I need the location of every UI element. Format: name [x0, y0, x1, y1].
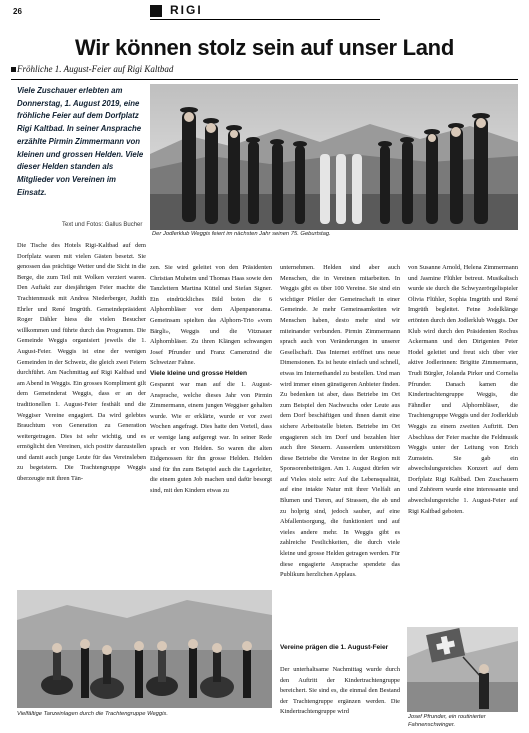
- section-marker: [150, 5, 162, 17]
- body-column-3a: unternehmen. Helden sind aber auch Menschen, die in Vereinen mitarbeiten. In Weggis gibt es über 100 Vereine. Sie sind ein wichtiger Pfeiler der Gemeinschaft in einer Gemeinde. Je mehr Gemeinsamkeiten wir Menschen haben, desto mehr sind wir miteinander verbunden. Pirmin Zimmermann sprach auch von Veränderungen in unserer Gesellschaft. Das Internet eröffnet uns neue Dimensionen. Es ist heute einfach und schnell, etwas im Internethandel zu bestellen. Und man wird immer einen günstigeren Anbieter finden. Zu bedenken ist aber, dass Betriebe im Ort zum Beispiel den Nachwuchs oder Leute aus dem Dorf beschäftigen und ihnen damit eine sichere Arbeitsstelle bieten. Betriebe im Ort engagieren sich im Dorf und bezahlen hier auch ihre Steuern. Ausserdem unterstützen diese Betriebe die Vereine in der Region mit Sponsorenbeiträgen. Am 1. August dürfen wir auf Vieles stolz sein: Auf die Lebensqualität, auf eine intakte Natur mit ihrer Vielfalt an Blumen und Tieren, auf Strassen, die ab und zu holprig sind, jedoch sauber, auf eine Abfallentsorgung, die funktioniert und auf vieles andere mehr. In Weggis gibt es zahlreiche Festlichkeiten, die durch viele kleine und grosse Helden getragen werden. Für diese engagierte Ansprache spendete das Publikum herzlichen Applaus.: [280, 264, 400, 579]
- photo-flag-thrower: [407, 627, 518, 712]
- photo-credit: Text und Fotos: Gallus Bucher: [62, 222, 143, 228]
- section-title: RIGI: [170, 3, 203, 17]
- kicker-square: [11, 67, 16, 72]
- subheading-helden: Viele kleine und grosse Helden: [150, 370, 247, 377]
- subheading-vereine: Vereine prägen die 1. August-Feier: [280, 644, 389, 651]
- lead-paragraph: Viele Zuschauer erlebten am Donnerstag, 1. August 2019, eine fröhliche Feier auf dem Dorfplatz Rigi Kaltbad. In seiner Ansprache erzählte Pirmin Zimmermann von kleinen und grossen Helden. Viele dieser Helden standen als Mitglieder von Vereinen im Einsatz.: [17, 86, 144, 197]
- caption-flag-thrower: Josef Pfrunder, ein routinierter Fahnenschwinger.: [408, 714, 486, 728]
- body-column-4: von Susanne Arnold, Helena Zimmermann und Jasmine Flühler betreut. Musikalisch wurde sie durch die Schwyzerörgelispieler Olivia Flühler, Sophia Imgrüth und René Imgrüth begleitet. Feine Jodelklänge ertönten durch den Jodlerklub Weggis. Der Klub wird durch den Präsidenten Rochus Ackermann und den Dirigenten Peter Hodel geleitet und freut sich über vier aktive Jodlerinnen: Brigitte Zimmermann, Trudi Bürgler, Jolanda Pirker und Cornelia Pfrunder. Danach kamen die Kindertrachtengruppe Weggis, die Fähndler und Alphornbläser, die Trachtengruppe Weggis und der Jodlerklub Weggis zu einem zweiten Auftritt. Den Abschluss der Feier machte die Feldmusik Weggis unter der Leitung von Erich Zumstein. Sie gab ein abwechslungsreiches Konzert auf dem Dorfplatz Rigi Kaltbad. Den Zuschauern und Zuhörern wurde eine interessante und abwechslungsreiche 1. August-Feier auf Rigi Kaltbad geboten.: [408, 264, 518, 515]
- body-column-1: Die Tische des Hotels Rigi-Kaltbad auf dem Dorfplatz waren mit vielen Gästen besetzt. Sie genossen das prächtige Wetter und die Sicht in die Berge, die zum Teil mit Wolken verziert waren. Den Auftakt zur diesjährigen Feier machte die Trachtenmusik mit Andrea Niederberger, Judith Ehrler und René Imgrüth. Gemeindepräsident Roger Dähler hiess die vielen Besucher willkommen und führte durch das Programm. Die Gemeinde Weggis organisiert jeweils die 1. August-Feier. Weggis ist eine der wenigen Gemeinden in der Schweiz, die gleich zwei Feiern durchführt. Am Nachmittag auf Rigi Kaltbad und am Abend in Weggis. Ein grosses Kompliment gilt dem Gemeinderat Weggis, dass er an der traditionellen 1. August-Feier festhält und die Weggiser Vereine engagiert. Da wird gelebtes Brauchtum von Generation zu Generation weitergetragen. Dies ist sehr wichtig, und es ermöglicht den Vereinen, sich positiv darzustellen und damit auch junge Leute für das Vereinsleben zu begeistern. Die Trachtengruppe Weggis überzeugte mit ihren Tän-: [17, 242, 146, 483]
- headline: Wir können stolz sein auf unser Land: [75, 35, 454, 60]
- body-column-3b: Der unterhaltsame Nachmittag wurde durch den Auftritt der Kindertrachtengruppe bereichert. Sie sind es, die einmal den Bestand der Trachtengruppe ergänzen werden. Die Kindertrachtengruppe wird: [280, 666, 400, 716]
- kicker: Fröhliche 1. August-Feier auf Rigi Kaltbad: [17, 64, 174, 74]
- body-column-2a: zen. Sie wird geleitet von den Präsidenten Christian Muheim und Thomas Haas sowie den Tanzleitern Martina Küttel und Stefan Signer. Ein eindrückliches Bild boten die 6 Alphornbläser vor dem Alpenpanorama. Gemeinsam spielten das Alphorn-Trio «vom Bärgli», Weggis und die Vitznauer Alphornbläser. Zu ihren Klängen schwangen Josef Pfrunder und Franz Camenzind die Schweizer Fahne.: [150, 264, 272, 367]
- caption-top: Der Jodlerklub Weggis feiert im nächsten Jahr seinen 75. Geburtstag.: [152, 231, 331, 237]
- photo-jodlerklub: [150, 84, 518, 230]
- body-column-2b: Gespannt war man auf die 1. August-Ansprache, welche dieses Jahr von Pirmin Zimmermann, einem jungen Weggiser gehalten wurde. Wie er erklärte, wurde er vor zwei Wochen angefragt. Dies hatte den Vorteil, dass er wenige lang aufgeregt war. In seiner Rede sprach er von Helden. So waren die alten Eidgenossen für ihn grosse Helden. Helden sind für ihn zum Beispiel auch die Lagerleiter, die einem guten Job machen und dafür besorgt sind, mit den Kindern etwas zu: [150, 381, 272, 494]
- photo-dancers: [17, 590, 272, 708]
- caption-dancers: Vielfältige Tanzeinlagen durch die Trachtengruppe Weggis.: [17, 711, 168, 717]
- header-rule: [11, 79, 518, 80]
- page-number: 26: [13, 7, 22, 16]
